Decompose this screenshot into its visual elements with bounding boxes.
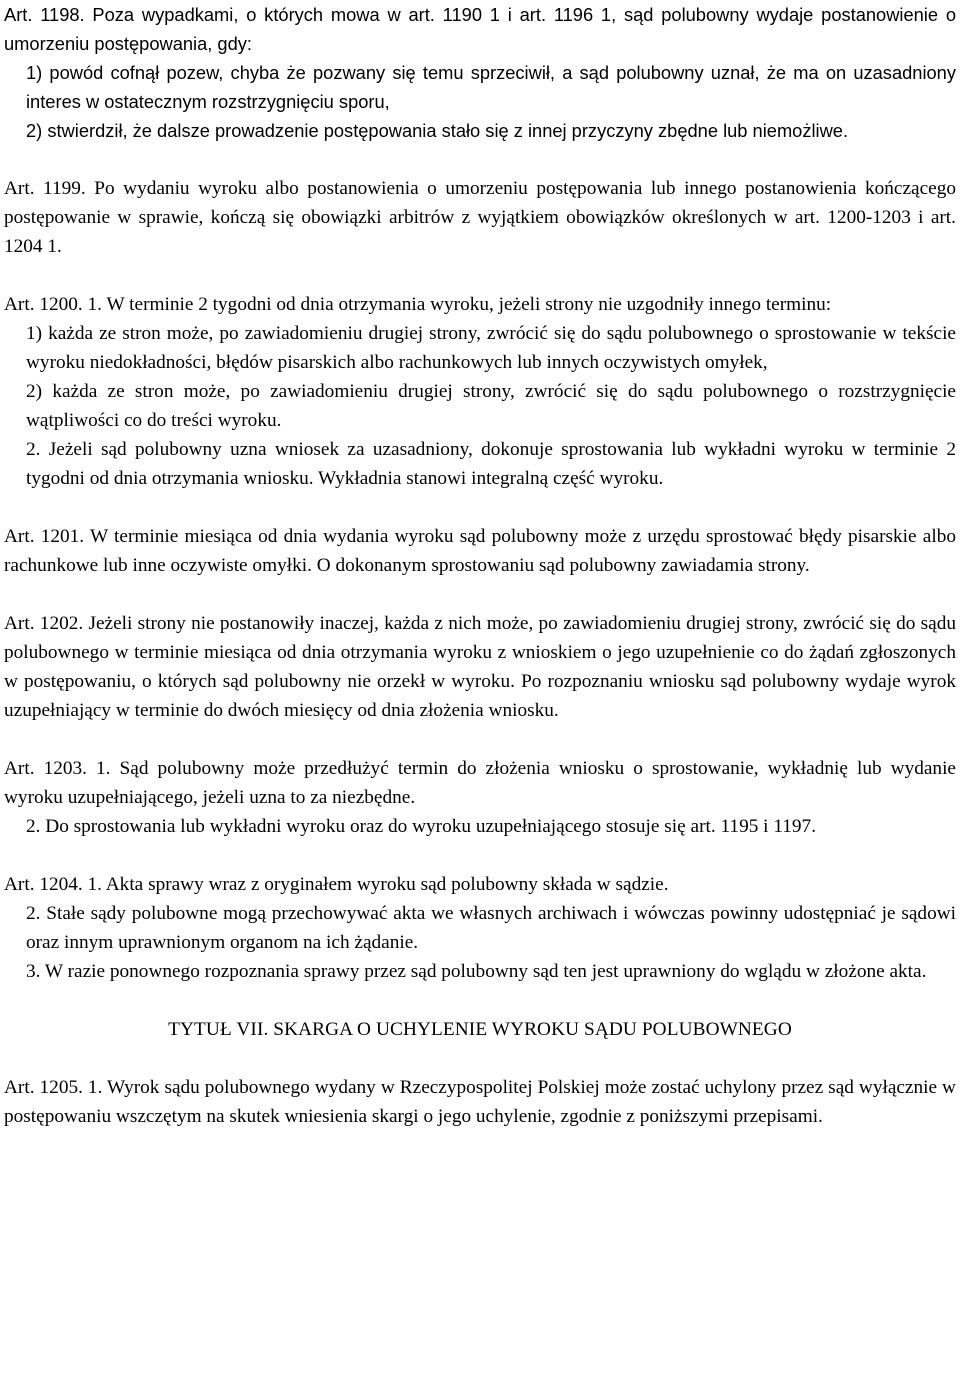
article-1198-point-1: 1) powód cofnął pozew, chyba że pozwany się temu sprzeciwił, a sąd polubowny uznał, że ma on uzasadniony interes w ostatecznym rozstrzygnięciu sporu, <box>26 62 956 112</box>
article-1198-intro: Art. 1198. Poza wypadkami, o których mowa w art. 1190 1 i art. 1196 1, sąd polubowny wydaje postanowienie o umorzeniu postępowania, gdy: <box>4 4 956 54</box>
article-1198-point-2: 2) stwierdził, że dalsze prowadzenie postępowania stało się z innej przyczyny zbędne lub niemożliwe. <box>26 120 849 141</box>
article-1203 <box>4 754 956 841</box>
article-1200-intro: Art. 1200. 1. W terminie 2 tygodni od dnia otrzymania wyroku, jeżeli strony nie uzgodniły innego terminu: <box>4 294 832 315</box>
section-title: TYTUŁ VII. SKARGA O UCHYLENIE WYROKU SĄDU POLUBOWNEGO <box>168 1019 792 1040</box>
article-1205 <box>4 1073 956 1131</box>
article-1202 <box>4 609 956 725</box>
article-1203-section-2: 2. Do sprostowania lub wykładni wyroku oraz do wyroku uzupełniającego stosuje się art. 1195 i 1197. <box>26 816 817 837</box>
article-1199 <box>4 174 956 261</box>
article-1201 <box>4 522 956 580</box>
article-1204-section-3: 3. W razie ponownego rozpoznania sprawy przez sąd polubowny sąd ten jest uprawniony do wglądu w złożone akta. <box>26 961 927 982</box>
article-1200-section-2: 2. Jeżeli sąd polubowny uzna wniosek za uzasadniony, dokonuje sprostowania lub wykładni wyroku w terminie 2 tygodni od dnia otrzymania wniosku. Wykładnia stanowi integralną część wyroku. <box>26 439 956 489</box>
article-1204-section-1: Art. 1204. 1. Akta sprawy wraz z oryginałem wyroku sąd polubowny składa w sądzie. <box>4 874 669 895</box>
article-1204 <box>4 870 956 986</box>
article-1198 <box>4 0 956 145</box>
article-1204-section-2: 2. Stałe sądy polubowne mogą przechowywać akta we własnych archiwach i wówczas powinny udostępniać je sądowi oraz innym uprawnionym organom na ich żądanie. <box>26 903 956 953</box>
article-1205-text: Art. 1205. 1. Wyrok sądu polubownego wydany w Rzeczypospolitej Polskiej może zostać uchylony przez sąd wyłącznie w postępowaniu wszczętym na skutek wniesienia skargi o jego uchylenie, zgodnie z poniższymi przepisami. <box>4 1077 956 1127</box>
article-1200 <box>4 290 956 493</box>
article-1200-point-1: 1) każda ze stron może, po zawiadomieniu drugiej strony, zwrócić się do sądu polubownego o sprostowanie w tekście wyroku niedokładności, błędów pisarskich albo rachunkowych lub innych oczywistych omyłek, <box>26 323 956 373</box>
article-1203-section-1: Art. 1203. 1. Sąd polubowny może przedłużyć termin do złożenia wniosku o sprostowanie, wykładnię lub wydanie wyroku uzupełniającego, jeżeli uzna to za niezbędne. <box>4 758 956 808</box>
article-1199-text: Art. 1199. Po wydaniu wyroku albo postanowienia o umorzeniu postępowania lub innego postanowienia kończącego postępowanie w sprawie, kończą się obowiązki arbitrów z wyjątkiem obowiązków określonych w art. 1200-1203 i art. 1204 1. <box>4 178 956 257</box>
article-1201-text: Art. 1201. W terminie miesiąca od dnia wydania wyroku sąd polubowny może z urzędu sprostować błędy pisarskie albo rachunkowe lub inne oczywiste omyłki. O dokonanym sprostowaniu sąd polubowny zawiadamia strony. <box>4 526 956 576</box>
article-1200-point-2: 2) każda ze stron może, po zawiadomieniu drugiej strony, zwrócić się do sądu polubownego o rozstrzygnięcie wątpliwości co do treści wyroku. <box>26 381 956 431</box>
article-1202-text: Art. 1202. Jeżeli strony nie postanowiły inaczej, każda z nich może, po zawiadomieniu drugiej strony, zwrócić się do sądu polubownego w terminie miesiąca od dnia otrzymania wyroku z wnioskiem o jego uzupełnienie co do żądań zgłoszonych w postępowaniu, o których sąd polubowny nie orzekł w wyroku. Po rozpoznaniu wniosku sąd polubowny wydaje wyrok uzupełniający w terminie do dwóch miesięcy od dnia złożenia wniosku. <box>4 613 956 721</box>
document-page <box>4 0 956 1160</box>
